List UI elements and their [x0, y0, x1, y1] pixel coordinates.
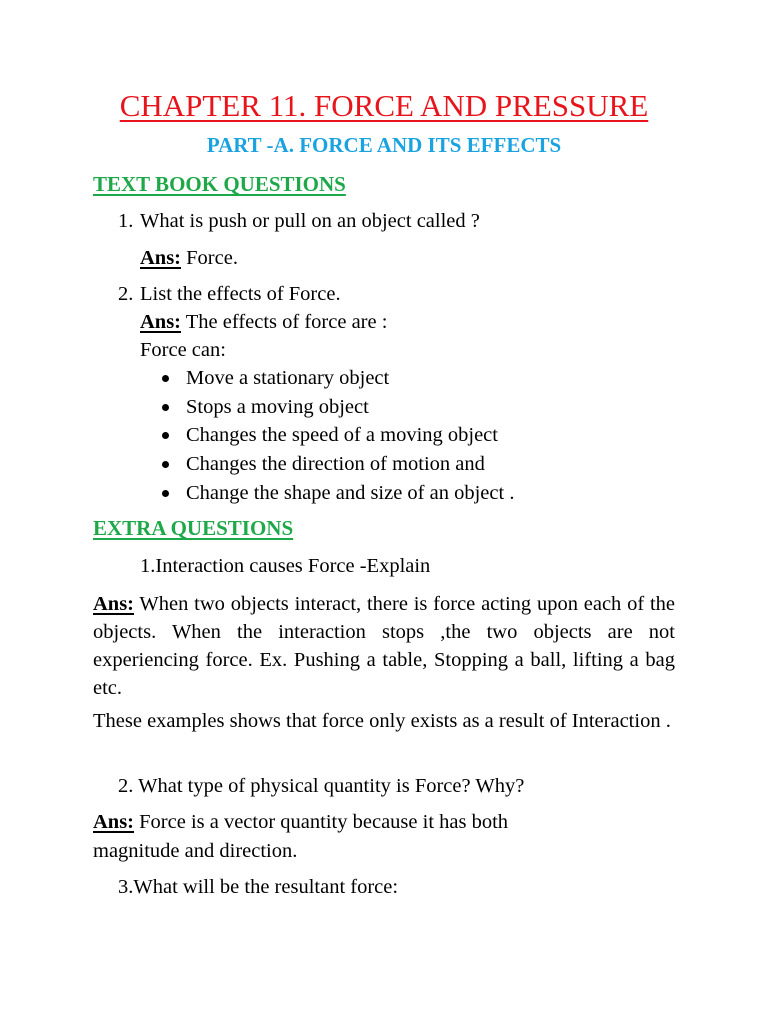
textbook-questions-heading: TEXT BOOK QUESTIONS — [93, 172, 346, 196]
textbook-q1-answer — [140, 248, 238, 269]
answer-text: The effects of force are : — [181, 311, 388, 333]
list-item: Changes the direction of motion and — [186, 453, 485, 475]
chapter-title: CHAPTER 11. FORCE AND PRESSURE — [119, 88, 649, 123]
extra-q1-note: These examples shows that force only exists as a result of Interaction . — [93, 710, 671, 732]
textbook-q1-question: What is push or pull on an object called ? — [140, 210, 480, 232]
textbook-q2-answer — [140, 312, 387, 333]
list-item: Move a stationary object — [186, 367, 390, 389]
bullet-icon — [162, 461, 169, 468]
extra-q1-question: 1.Interaction causes Force -Explain — [140, 555, 431, 577]
list-item: Change the shape and size of an object . — [186, 482, 515, 504]
extra-q2-question: 2. What type of physical quantity is Force? Why? — [118, 775, 525, 797]
ans-label: Ans: — [140, 247, 182, 269]
bullet-icon — [162, 490, 169, 497]
ans-label: Ans: — [93, 811, 135, 833]
list-item: Stops a moving object — [186, 396, 369, 418]
list-item: Changes the speed of a moving object — [186, 424, 498, 446]
textbook-q2-lead: Force can: — [140, 339, 226, 361]
textbook-q2-number: 2. — [118, 283, 134, 305]
textbook-q1-number: 1. — [118, 210, 134, 232]
part-title: PART -A. FORCE AND ITS EFFECTS — [206, 133, 562, 157]
ans-label: Ans: — [140, 311, 182, 333]
extra-questions-heading: EXTRA QUESTIONS — [93, 516, 294, 540]
extra-q2-answer — [93, 812, 508, 833]
answer-text: When two objects interact, there is force acting upon each of the objects. When the interaction stops ,the two objects are not experiencing force. Ex. Pushing a table, Stopping a ball, lifting a bag etc. — [93, 593, 675, 699]
bullet-icon — [162, 432, 169, 439]
extra-q1-answer — [93, 590, 675, 702]
bullet-icon — [162, 404, 169, 411]
extra-q3-question: 3.What will be the resultant force: — [118, 876, 399, 898]
extra-q2-answer-line2: magnitude and direction. — [93, 840, 298, 862]
answer-text: Force is a vector quantity because it has both — [134, 811, 509, 833]
ans-label: Ans: — [93, 593, 135, 615]
textbook-q2-question: List the effects of Force. — [140, 283, 341, 305]
bullet-icon — [162, 375, 169, 382]
answer-text: Force. — [181, 247, 238, 269]
